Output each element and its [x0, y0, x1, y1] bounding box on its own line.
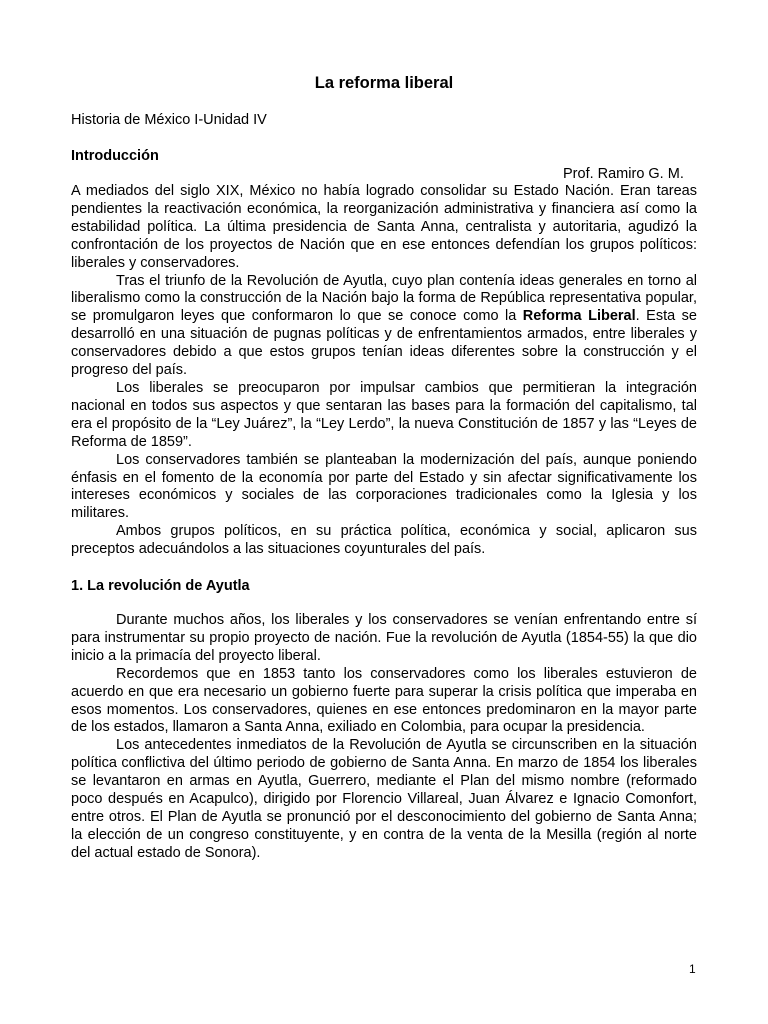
intro-paragraph-5: Ambos grupos políticos, en su práctica política, económica y social, aplicaron sus preceptos adecuándolos a las situaciones coyunturales del país. [71, 523, 697, 558]
intro-paragraph-2 [71, 273, 697, 380]
intro-paragraph-3: Los liberales se preocuparon por impulsar cambios que permitieran la integración nacional en todos sus aspectos y que sentaran las bases para la formación del capitalismo, tal era el propósito de la “Ley Juárez”, la “Ley Lerdo”, la nueva Constitución de 1857 y las “Leyes de Reforma de 1859”. [71, 379, 697, 450]
intro-paragraph-1: A mediados del siglo XIX, México no había logrado consolidar su Estado Nación. Eran tareas pendientes la reactivación económica, la reorganización administrativa y financiera así como la estabilidad política. La última presidencia de Santa Anna, centralista y autoritaria, agudizó la confrontación de los proyectos de Nación que en ese entonces defendían los grupos políticos: liberales y conservadores. [71, 183, 697, 271]
section-1-paragraph-2: Recordemos que en 1853 tanto los conservadores como los liberales estuvieron de acuerdo en que era necesario un gobierno fuerte para superar la crisis política que imperaba en esos momentos. Los conservadores, quienes en ese entonces predominaron en la mayor parte de los estados, llamaron a Santa Anna, exiliado en Colombia, para ocupar la presidencia. [71, 665, 697, 736]
reforma-liberal-term: Reforma Liberal [522, 308, 636, 325]
intro-section [71, 183, 697, 559]
author-name: Prof. Ramiro G. M. [563, 166, 684, 182]
document-title: La reforma liberal [314, 74, 454, 92]
section-1-paragraph-1: Durante muchos años, los liberales y los conservadores se venían enfrentando entre sí para instrumentar su propio proyecto de nación. Fue la revolución de Ayutla (1854-55) la que dio inicio a la primacía del proyecto liberal. [71, 612, 697, 664]
intro-paragraph-4: Los conservadores también se planteaban la modernización del país, aunque poniendo énfasis en el fomento de la economía por parte del Estado y sin afectar significativamente los intereses económicos y sociales de las corporaciones tradicionales como la Iglesia y los militares. [71, 451, 697, 522]
intro-paragraph-2-text-a: Tras el triunfo de la Revolución de Ayutla, cuyo plan contenía ideas generales en torno al liberalismo como la construcción de la Nación bajo la forma de República representativa popular, se promulgaron leyes que conformaron lo que se conoce como la [71, 272, 697, 325]
section-1-paragraph-3: Los antecedentes inmediatos de la Revolución de Ayutla se circunscriben en la situación política conflictiva del último periodo de gobierno de Santa Anna. En marzo de 1854 los liberales se levantaron en armas en Ayutla, Guerrero, mediante el Plan del mismo nombre (reformado poco después en Acapulco), dirigido por Florencio Villareal, Juan Álvarez e Ignacio Comonfort, entre otros. El Plan de Ayutla se pronunció por el desconocimiento del gobierno de Santa Anna; la elección de un congreso constituyente, y en contra de la venta de la Mesilla (región al norte del actual estado de Sonora). [71, 737, 697, 861]
course-subject: Historia de México I-Unidad IV [71, 112, 267, 128]
intro-heading: Introducción [71, 148, 159, 164]
section-1-body [71, 612, 697, 863]
section-1-heading: 1. La revolución de Ayutla [71, 578, 250, 594]
intro-paragraph-2-text-b: . Esta se desarrolló en una situación de pugnas políticas y de enfrentamientos armados, entre liberales y conservadores debido a que estos grupos tenían ideas diferentes sobre la construcción y el progreso del país. [71, 308, 697, 379]
page-number: 1 [689, 962, 696, 976]
